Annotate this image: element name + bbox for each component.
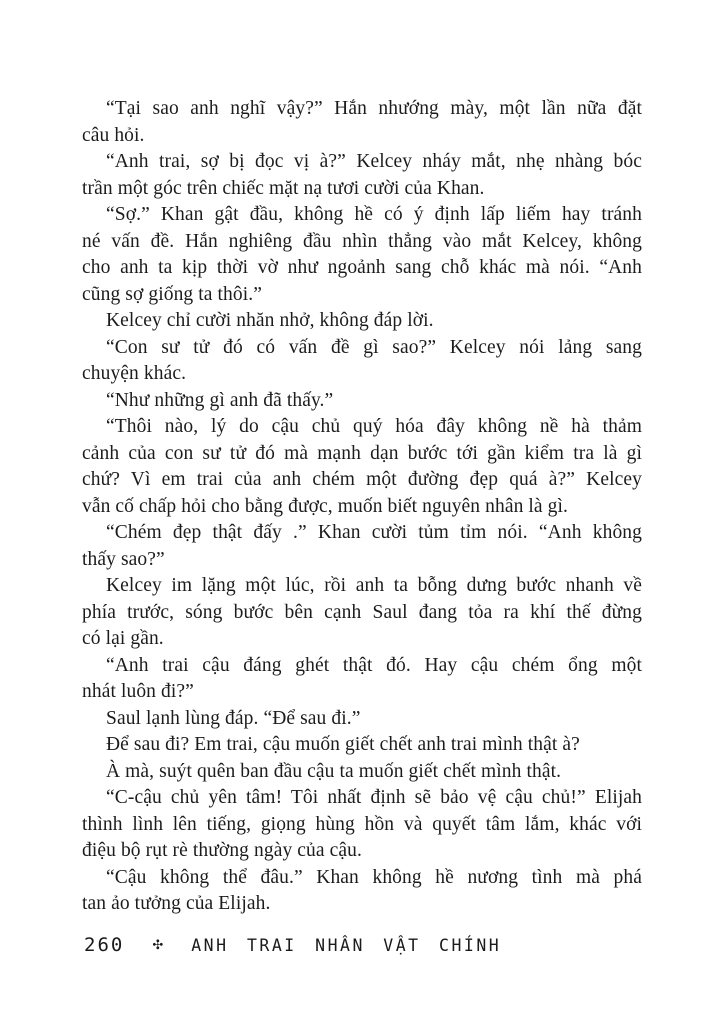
paragraph	[82, 388, 642, 415]
page-footer	[84, 934, 501, 956]
text-line: thình lình lên tiếng, giọng hùng hồn và quyết tâm lắm, khác với	[82, 813, 642, 835]
paragraph	[82, 96, 642, 149]
text-line: “C-cậu chủ yên tâm! Tôi nhất định sẽ bảo vệ cậu chủ!” Elijah	[106, 787, 642, 808]
text-line: tan ảo tưởng của Elijah.	[82, 893, 271, 914]
text-line: Kelcey im lặng một lúc, rồi anh ta bỗng dưng bước nhanh về	[106, 575, 642, 596]
text-line: có lại gần.	[82, 628, 164, 649]
paragraph	[82, 573, 642, 653]
text-line: “Con sư tử đó có vấn đề gì sao?” Kelcey nói lảng sang	[106, 336, 642, 358]
text-line: thấy sao?”	[82, 548, 165, 570]
paragraph	[82, 308, 642, 335]
paragraph	[82, 653, 642, 706]
paragraph	[82, 865, 642, 918]
text-line: À mà, suýt quên ban đầu cậu ta muốn giết chết mình thật.	[106, 760, 562, 782]
text-line: “Như những gì anh đã thấy.”	[106, 389, 334, 411]
paragraph	[82, 335, 642, 388]
text-line: vẫn cố chấp hỏi cho bằng được, muốn biết nguyên nhân là gì.	[82, 495, 568, 517]
text-line: điệu bộ rụt rè thường ngày của cậu.	[82, 840, 362, 861]
text-line: cũng sợ giống ta thôi.”	[82, 283, 262, 305]
text-line: “Anh trai, sợ bị đọc vị à?” Kelcey nháy mắt, nhẹ nhàng bóc	[106, 151, 642, 172]
text-line: chứ? Vì em trai của anh chém một đường đẹp quá à?” Kelcey	[82, 469, 642, 490]
text-line: “Chém đẹp thật đấy .” Khan cười tủm tỉm nói. “Anh không	[106, 522, 642, 543]
text-line: “Cậu không thể đâu.” Khan không hề nương tình mà phá	[106, 866, 642, 888]
page-number: 260	[84, 934, 125, 956]
text-line: trần một góc trên chiếc mặt nạ tươi cười của Khan.	[82, 177, 485, 199]
paragraph	[82, 785, 642, 865]
text-line: Saul lạnh lùng đáp. “Để sau đi.”	[106, 707, 361, 729]
paragraph	[82, 732, 642, 759]
text-line: “Thôi nào, lý do cậu chủ quý hóa đây không nề hà thảm	[106, 416, 642, 437]
paragraph	[82, 414, 642, 520]
ornament-icon: ✣	[152, 938, 164, 953]
paragraph	[82, 706, 642, 733]
running-title: ANH TRAI NHÂN VẬT CHÍNH	[191, 936, 502, 955]
text-line: cho anh ta kịp thời vờ như ngoảnh sang chỗ khác mà nói. “Anh	[82, 257, 642, 278]
text-line: “Sợ.” Khan gật đầu, không hề có ý định lấp liếm hay tránh	[106, 204, 642, 225]
text-line: cảnh của con sư tử đó mà mạnh dạn bước tới gần kiểm tra là gì	[82, 442, 642, 464]
text-line: Để sau đi? Em trai, cậu muốn giết chết anh trai mình thật à?	[106, 734, 580, 755]
text-line: câu hỏi.	[82, 124, 145, 146]
paragraph	[82, 149, 642, 202]
text-line: phía trước, sóng bước bên cạnh Saul đang tỏa ra khí thế đừng	[82, 601, 642, 623]
body-text-block	[82, 96, 642, 918]
text-line: chuyện khác.	[82, 363, 187, 384]
paragraph	[82, 759, 642, 786]
text-line: nhát luôn đi?”	[82, 681, 194, 702]
paragraph	[82, 520, 642, 573]
text-line: Kelcey chỉ cười nhăn nhở, không đáp lời.	[106, 310, 434, 331]
text-line: “Anh trai cậu đáng ghét thật đó. Hay cậu chém ổng một	[106, 654, 642, 676]
text-line: “Tại sao anh nghĩ vậy?” Hắn nhướng mày, một lần nữa đặt	[106, 98, 642, 119]
paragraph	[82, 202, 642, 308]
text-line: né vấn đề. Hắn nghiêng đầu nhìn thẳng vào mắt Kelcey, không	[82, 230, 642, 252]
